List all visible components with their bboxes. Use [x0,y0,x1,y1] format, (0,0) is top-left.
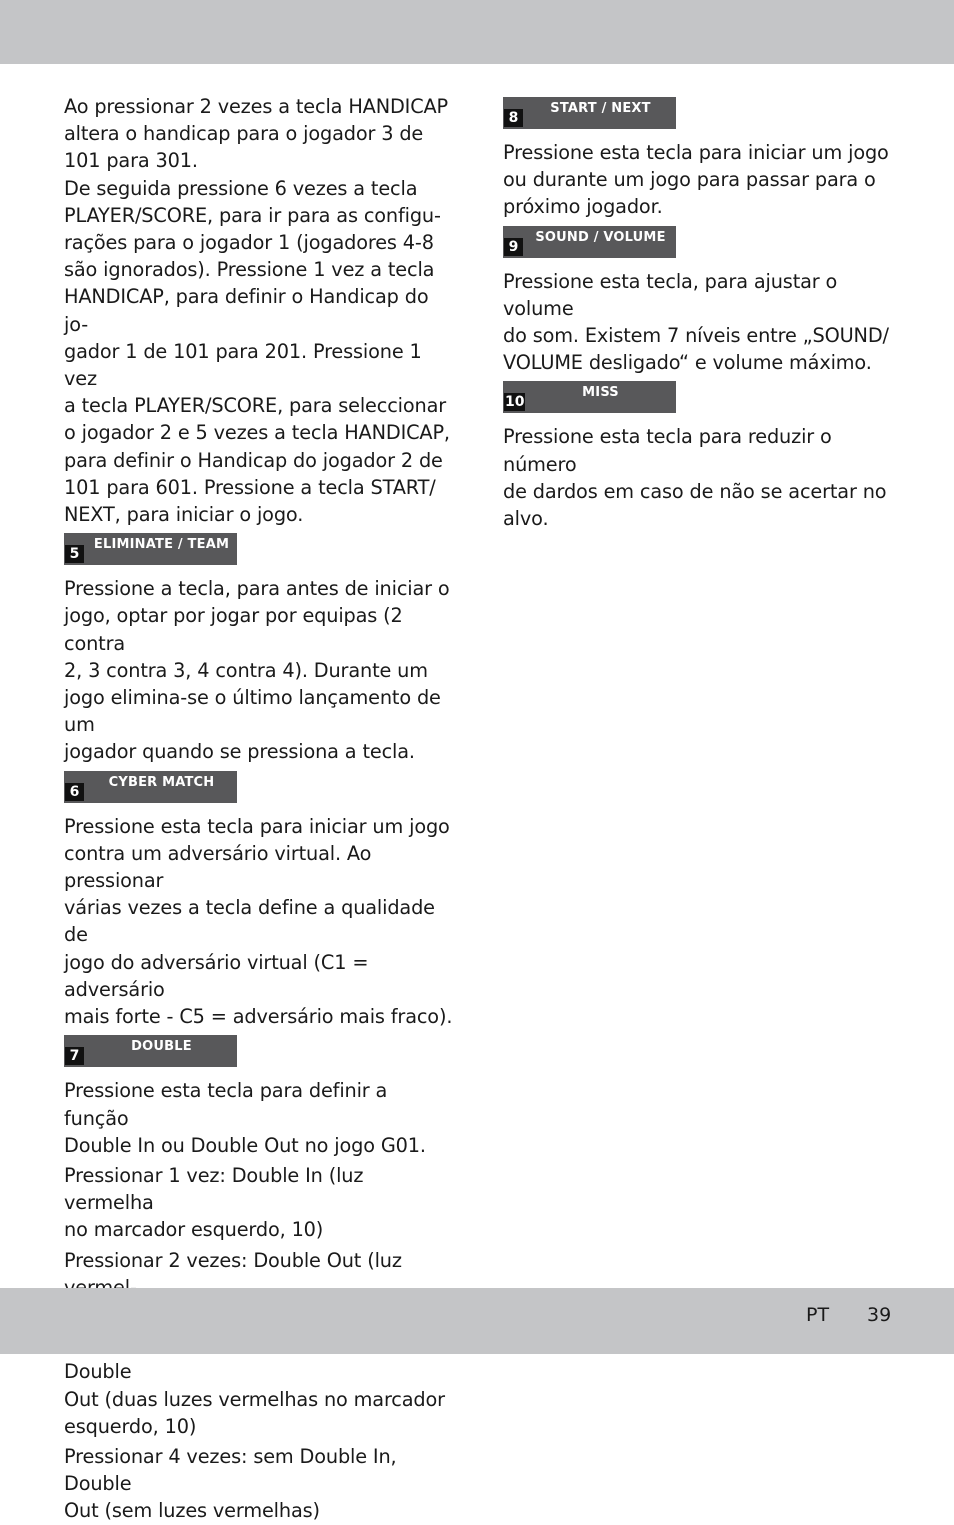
cyber-match-paragraph: Pressione esta tecla para iniciar um jogo contra um adversário virtual. Ao pressionar várias vezes a tecla define a qualidade de jogo do adversário virtual (C1 = adversário mais forte - C5 = adversário mais fraco). [64,814,453,1029]
section-heading-double [64,1035,237,1067]
eliminate-team-paragraph: Pressione a tecla, para antes de iniciar o jogo, optar por jogar por equipas (2 contra 2, 3 contra 3, 4 contra 4). Durante um jogo elimina-se o último lançamento de um jogador quando se pressiona a tecla. [64,577,450,764]
section-number: 8 [504,109,523,127]
page-number: 39 [867,1304,892,1326]
sound-volume-paragraph: Pressione esta tecla, para ajustar o volume do som. Existem 7 níveis entre „SOUND/ VOLUME desligado“ e volume máximo. [503,269,889,375]
section-heading-cyber-match [64,771,237,803]
section-title: CYBER MATCH [108,774,215,790]
right-column [503,97,893,532]
section-number: 6 [65,783,84,801]
section-title: MISS [582,385,619,401]
section-heading-miss [503,381,676,413]
double-press-3: Double Out (duas luzes vermelhas no marcador esquerdo, 10) [64,1360,445,1438]
intro-paragraph: Ao pressionar 2 vezes a tecla HANDICAP altera o handicap para o jogador 3 de 101 para 301. De seguida pressione 6 vezes a tecla PLAYER/SCORE, para ir para as configu- rações para o jogador 1 (jogadores 4-8 são ignorados). Pressione 1 vez a tecla HANDICAP, para definir o Handicap do jo- gador 1 de 101 para 201. Pressione 1 vez a tecla PLAYER/SCORE, para seleccionar o jogador 2 e 5 vezes a tecla HANDICAP, para definir o Handicap do jogador 2 de 101 para 601. Pressione a tecla START/ NEXT, para iniciar o jogo. [64,95,450,527]
section-title: SOUND / VOLUME [535,229,666,245]
start-next-paragraph: Pressione esta tecla para iniciar um jogo ou durante um jogo para passar para o próximo jogador. [503,141,889,219]
section-title: START / NEXT [550,101,651,116]
header-band [0,0,954,64]
double-press-2: Pressionar 2 vezes: Double Out (luz [64,1248,402,1272]
double-paragraph: Pressione esta tecla para definir a função Double In ou Double Out no jogo G01. [64,1079,426,1157]
section-heading-sound-volume [503,226,676,258]
section-number: 9 [504,238,523,256]
double-press-1: Pressionar 1 vez: Double In (luz vermelha no marcador esquerdo, 10) [64,1163,364,1242]
section-title: DOUBLE [131,1039,192,1055]
section-number: 10 [505,394,525,411]
double-press-4: Pressionar 4 vezes: sem Double In, Double Out (sem luzes vermelhas) [64,1444,397,1523]
section-heading-start-next [503,97,676,129]
section-heading-eliminate-team [64,533,237,565]
section-number: 7 [65,1047,84,1065]
language-code: PT [806,1304,830,1326]
section-title: ELIMINATE / TEAM [93,537,230,553]
section-number: 5 [65,545,84,563]
miss-paragraph: Pressione esta tecla para reduzir o número de dardos em caso de não se acertar no alvo. [503,425,887,531]
